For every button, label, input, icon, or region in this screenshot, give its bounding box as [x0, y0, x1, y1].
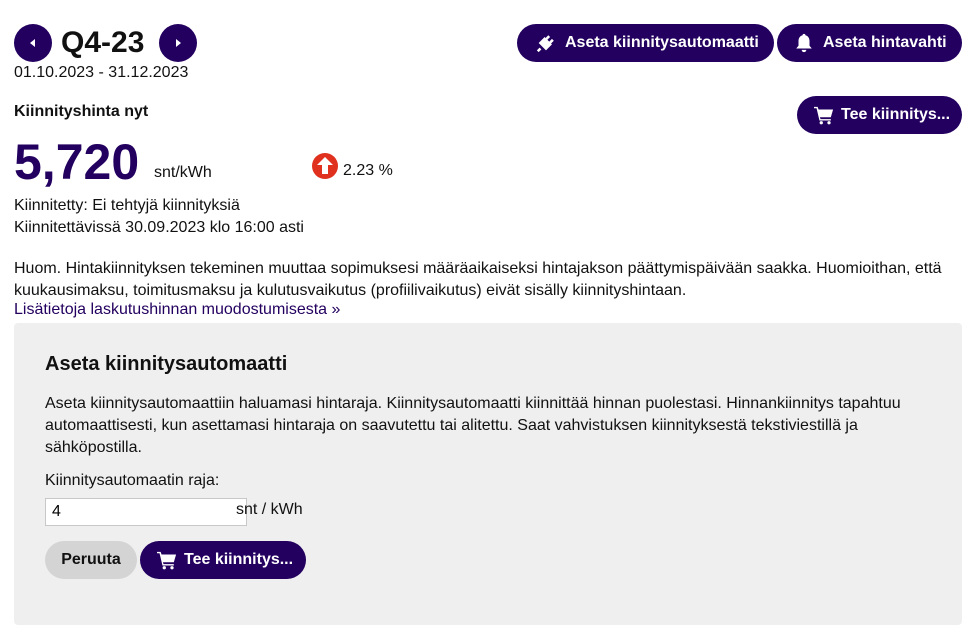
- current-price-value: 5,720: [14, 134, 140, 190]
- cart-icon: [156, 550, 178, 570]
- automat-limit-label: Kiinnitysautomaatin raja:: [45, 472, 220, 489]
- period-title: Q4-23: [61, 26, 145, 59]
- current-price-unit: snt/kWh: [154, 164, 212, 181]
- automat-limit-input[interactable]: [45, 498, 247, 526]
- set-price-alert-label: Aseta hintavahti: [823, 34, 947, 51]
- chevron-right-icon: [173, 38, 183, 48]
- automat-panel-description: Aseta kiinnitysautomaattiin haluamasi hintaraja. Kiinnitysautomaatti kiinnittää hinnan puolestasi. Hinnankiinnitys tapahtuu automaattisesti, kun asettamasi hintaraja on saavutettu tai alitettu. Saat vahvistuksen kiinnityksestä tekstiviestillä ja sähköpostilla.: [45, 395, 901, 456]
- period-dates: 01.10.2023 - 31.12.2023: [14, 64, 189, 81]
- automat-panel: [14, 323, 962, 625]
- arrow-up-circle-icon: [311, 152, 339, 180]
- fixable-until: Kiinnitettävissä 30.09.2023 klo 16:00 asti: [14, 219, 304, 236]
- cart-icon: [813, 105, 835, 125]
- current-price-label: Kiinnityshinta nyt: [14, 103, 149, 120]
- cancel-button[interactable]: [45, 541, 137, 579]
- previous-period-button[interactable]: [14, 24, 52, 62]
- automat-panel-title: Aseta kiinnitysautomaatti: [45, 353, 288, 375]
- set-automat-button[interactable]: [517, 24, 774, 62]
- cancel-label: Peruuta: [61, 551, 121, 568]
- price-change-percent: 2.23 %: [343, 162, 393, 179]
- chevron-left-icon: [28, 38, 38, 48]
- set-automat-label: Aseta kiinnitysautomaatti: [565, 34, 759, 51]
- automat-submit-button[interactable]: [140, 541, 306, 579]
- set-price-alert-button[interactable]: [777, 24, 962, 62]
- automat-submit-label: Tee kiinnitys...: [184, 551, 294, 568]
- billing-info-link[interactable]: Lisätietoja laskutushinnan muodostumisesta »: [14, 301, 341, 318]
- fixed-status: Kiinnitetty: Ei tehtyjä kiinnityksiä: [14, 197, 240, 214]
- make-fixing-label: Tee kiinnitys...: [841, 106, 951, 123]
- bell-icon: [793, 32, 815, 54]
- fixing-note: Huom. Hintakiinnityksen tekeminen muuttaa sopimuksesi määräaikaiseksi hintajakson päättymispäivään saakka. Huomioithan, että kuukausimaksu, toimitusmaksu ja kulutusvaikutus (profiilivaikutus) eivät sisälly kiinnityshintaan.: [14, 260, 942, 299]
- automat-limit-unit: snt / kWh: [236, 501, 303, 518]
- next-period-button[interactable]: [159, 24, 197, 62]
- make-fixing-button[interactable]: [797, 96, 962, 134]
- plug-icon: [535, 32, 557, 54]
